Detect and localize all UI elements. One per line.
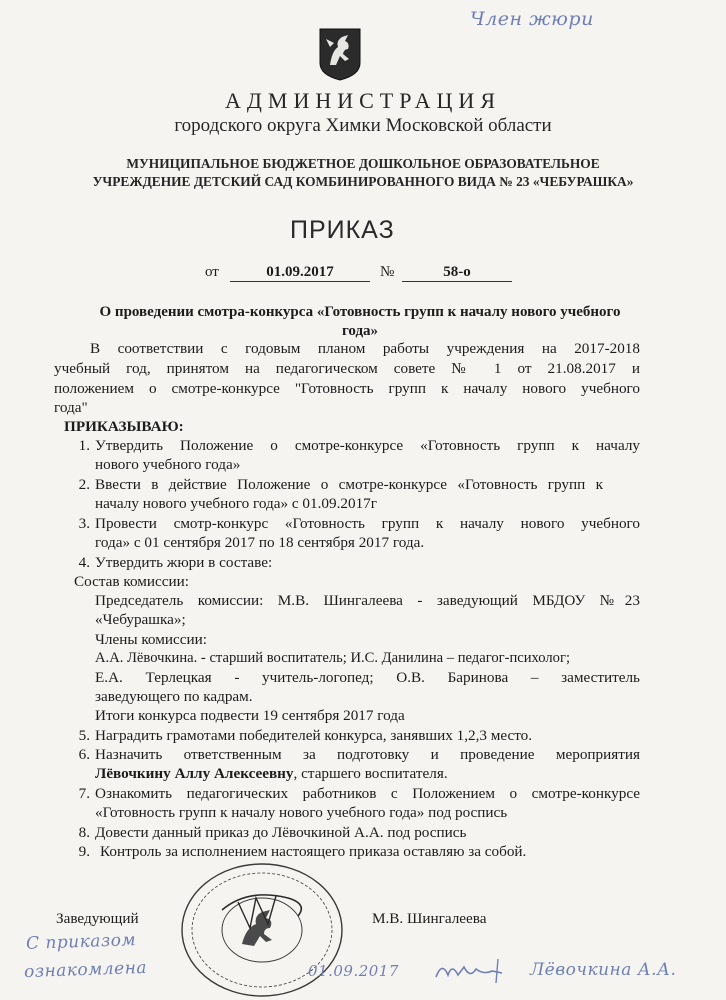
- number-label: №: [380, 264, 395, 280]
- handwritten-ack-line1: С приказом: [25, 930, 137, 954]
- item-2-line2: началу нового учебного года» с 01.09.2017г: [95, 495, 378, 512]
- responsible-person-name: Лёвочкину Аллу Алексеевну: [95, 765, 294, 782]
- item-6-line1: Назначить ответственным за подготовку и проведение мероприятия: [95, 746, 640, 763]
- subject-line1: О проведении смотра-конкурса «Готовность групп к началу нового учебного: [99, 304, 621, 320]
- preamble-line3: положением о смотре-конкурсе "Готовность групп к началу нового учебного: [54, 380, 640, 397]
- item-2-line1: Ввести в действие Положение о смотре-конкурсе «Готовность групп к: [95, 476, 603, 493]
- item-3-line2: года» с 01 сентября 2017 по 18 сентября 2017 года.: [95, 534, 425, 551]
- order-title: ПРИКАЗ: [290, 216, 395, 244]
- handwritten-name: Лёвочкина А.А.: [530, 960, 677, 980]
- commission-heading: Состав комиссии:: [74, 573, 189, 590]
- item-number: 3.: [78, 515, 90, 532]
- responsible-person-role: , старшего воспитателя.: [293, 765, 448, 782]
- date-from-label: от: [205, 264, 219, 280]
- order-subject: [60, 303, 660, 341]
- commission-members-line2: Е.А. Терлецкая - учитель-логопед; О.В. Баринова – заместитель: [95, 669, 640, 686]
- signature-position: Заведующий: [56, 910, 139, 927]
- subject-line2: года»: [341, 323, 379, 339]
- item-1-line2: нового учебного года»: [95, 456, 241, 473]
- institution-name-line2: УЧРЕЖДЕНИЕ ДЕТСКИЙ САД КОМБИНИРОВАННОГО ВИДА № 23 «ЧЕБУРАШКА»: [92, 174, 634, 189]
- item-8-line1: Довести данный приказ до Лёвочкиной А.А. под роспись: [95, 824, 467, 841]
- item-number: 5.: [78, 727, 90, 744]
- administration-title: АДМИНИСТРАЦИЯ: [225, 88, 501, 113]
- item-number: 4.: [78, 554, 90, 571]
- corner-handwritten-note: Член жюри: [470, 8, 594, 30]
- handwritten-signature-icon: [432, 955, 512, 985]
- item-6-line2: [95, 765, 448, 783]
- item-1-line1: Утвердить Положение о смотре-конкурсе «Готовность групп к началу: [95, 437, 640, 454]
- item-number: 1.: [78, 437, 90, 454]
- order-number: 58-о: [402, 264, 512, 282]
- commission-members-line1: А.А. Лёвочкина. - старший воспитатель; И.С. Данилина – педагог-психолог;: [95, 650, 571, 666]
- preamble-line1: В соответствии с годовым планом работы учреждения на 2017-2018: [90, 340, 640, 357]
- institution-name-line1: МУНИЦИПАЛЬНОЕ БЮДЖЕТНОЕ ДОШКОЛЬНОЕ ОБРАЗОВАТЕЛЬНОЕ: [126, 156, 600, 171]
- commission-chair-line1: Председатель комиссии: М.В. Шингалеева - заведующий МБДОУ №23: [95, 592, 640, 609]
- item-9-line1: Контроль за исполнением настоящего приказа оставляю за собой.: [100, 843, 527, 860]
- coat-of-arms-icon: [318, 27, 362, 81]
- commission-members-heading: Члены комиссии:: [95, 631, 207, 648]
- commission-members-line3: заведующего по кадрам.: [95, 688, 253, 705]
- administration-subtitle: городского округа Химки Московской области: [174, 115, 552, 136]
- commission-results: Итоги конкурса подвести 19 сентября 2017 года: [95, 707, 405, 724]
- handwritten-ack-line2: ознакомлена: [23, 957, 148, 983]
- item-7-line2: «Готовность групп к началу нового учебного года» под роспись: [95, 804, 508, 821]
- order-date: 01.09.2017: [230, 264, 370, 282]
- handwritten-date: 01.09.2017: [308, 962, 399, 980]
- item-5-line1: Наградить грамотами победителей конкурса, занявших 1,2,3 место.: [95, 727, 533, 744]
- decree-word: ПРИКАЗЫВАЮ:: [64, 418, 184, 435]
- item-number: 8.: [78, 824, 90, 841]
- item-4-line1: Утвердить жюри в составе:: [95, 554, 273, 571]
- item-3-line1: Провести смотр-конкурс «Готовность групп к началу нового учебного: [95, 515, 640, 532]
- item-number: 7.: [78, 785, 90, 802]
- item-number: 2.: [78, 476, 90, 493]
- item-number: 9.: [78, 843, 90, 860]
- signature-name: М.В. Шингалеева: [372, 910, 487, 927]
- item-number: 6.: [78, 746, 90, 763]
- preamble-line4: года": [54, 399, 88, 416]
- commission-chair-line2: «Чебурашка»;: [95, 611, 186, 628]
- item-7-line1: Ознакомить педагогических работников с Положением о смотре-конкурсе: [95, 785, 640, 802]
- preamble-line2: учебный год, принятом на педагогическом совете № 1 от 21.08.2017 и: [54, 360, 640, 377]
